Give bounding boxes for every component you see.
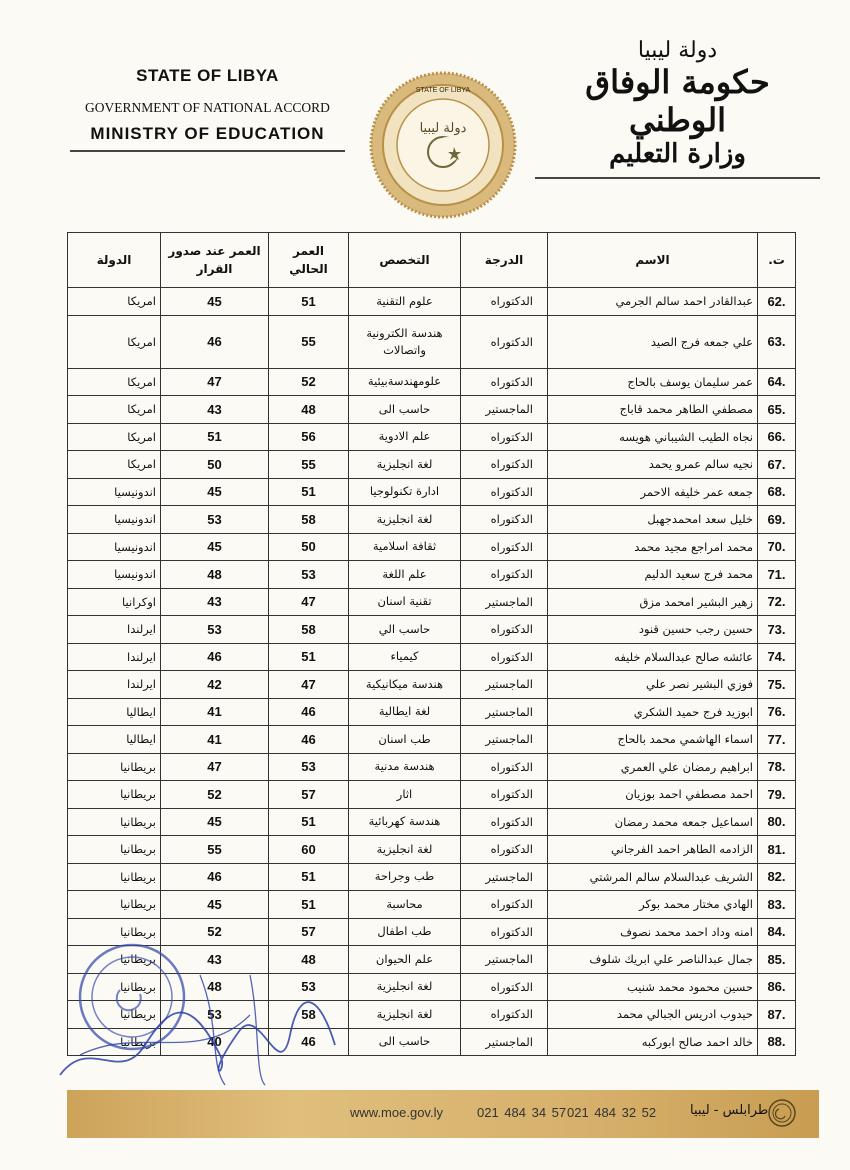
student-name: الزادمه الطاهر احمد الفرجاني: [548, 836, 758, 864]
specialty-cell: علم اللغة: [349, 561, 461, 589]
specialty-cell: لغة ايطالية: [349, 698, 461, 726]
state-title-ar: دولة ليبيا: [637, 38, 718, 63]
col-header-age-at-decision: العمر عند صدور القرار: [161, 233, 269, 288]
age-at-decision-cell: 42: [161, 671, 269, 699]
student-name: امنه وداد احمد محمد نصوف: [548, 918, 758, 946]
degree-cell: الدكتوراه: [461, 643, 548, 671]
student-name: خليل سعد امحمدجهبل: [548, 506, 758, 534]
degree-cell: الدكتوراه: [461, 423, 548, 451]
student-name: عائشه صالح عبدالسلام خليفه: [548, 643, 758, 671]
government-title-ar: حكومة الوفاق الوطني: [585, 63, 770, 139]
table-header-row: [68, 233, 796, 288]
specialty-cell: هندسة الكترونية واتصالات: [349, 315, 461, 368]
row-number: 80.: [758, 808, 796, 836]
table-row: [68, 698, 796, 726]
table-row: [68, 368, 796, 396]
header-divider-left: [70, 150, 345, 152]
degree-cell: الدكتوراه: [461, 478, 548, 506]
current-age-cell: 47: [269, 671, 349, 699]
student-name: عمر سليمان يوسف بالحاج: [548, 368, 758, 396]
country-cell: بريطانيا: [68, 836, 161, 864]
degree-cell: الدكتوراه: [461, 533, 548, 561]
row-number: 70.: [758, 533, 796, 561]
specialty-cell: لغة انجليزية: [349, 1001, 461, 1029]
age-at-decision-cell: 47: [161, 753, 269, 781]
col-header-name: الاسم: [548, 233, 758, 288]
degree-cell: الدكتوراه: [461, 753, 548, 781]
student-name: خالد احمد صالح ابوركبه: [548, 1028, 758, 1056]
table-row: [68, 753, 796, 781]
specialty-cell: هندسة ميكانيكية: [349, 671, 461, 699]
age-at-decision-cell: 40: [161, 1028, 269, 1056]
age-at-decision-cell: 45: [161, 288, 269, 316]
student-name: محمد فرج سعيد الدليم: [548, 561, 758, 589]
table-row: [68, 423, 796, 451]
age-at-decision-cell: 48: [161, 561, 269, 589]
country-cell: ايرلندا: [68, 616, 161, 644]
country-cell: بريطانيا: [68, 863, 161, 891]
table-row: [68, 315, 796, 368]
footer-website: www.moe.gov.ly: [350, 1105, 443, 1120]
row-number: 77.: [758, 726, 796, 754]
table-row: [68, 808, 796, 836]
table-row: [68, 506, 796, 534]
student-name: حسين محمود محمد شنيب: [548, 973, 758, 1001]
country-cell: اوكرانيا: [68, 588, 161, 616]
age-at-decision-cell: 46: [161, 643, 269, 671]
row-number: 69.: [758, 506, 796, 534]
row-number: 88.: [758, 1028, 796, 1056]
student-name: مصطفي الطاهر محمد قاباج: [548, 396, 758, 424]
ministry-seal: [368, 70, 518, 220]
age-at-decision-cell: 53: [161, 616, 269, 644]
current-age-cell: 46: [269, 698, 349, 726]
country-cell: امريكا: [68, 315, 161, 368]
country-cell: ايرلندا: [68, 643, 161, 671]
specialty-cell: علومهندسةبيئية: [349, 368, 461, 396]
current-age-cell: 48: [269, 946, 349, 974]
country-cell: امريكا: [68, 288, 161, 316]
age-at-decision-cell: 41: [161, 726, 269, 754]
degree-cell: الماجستير: [461, 726, 548, 754]
table-row: [68, 561, 796, 589]
degree-cell: الدكتوراه: [461, 808, 548, 836]
table-row: [68, 836, 796, 864]
age-at-decision-cell: 45: [161, 891, 269, 919]
country-cell: امريكا: [68, 396, 161, 424]
ministry-title-en: MINISTRY OF EDUCATION: [90, 124, 325, 143]
student-name: ابوزيد فرج حميد الشكري: [548, 698, 758, 726]
table-row: [68, 288, 796, 316]
student-name: نجيه سالم عمرو يحمد: [548, 451, 758, 479]
country-cell: اندونيسيا: [68, 533, 161, 561]
specialty-cell: هندسة مدنية: [349, 753, 461, 781]
specialty-cell: طب اسنان: [349, 726, 461, 754]
specialty-cell: طب وجراحة: [349, 863, 461, 891]
degree-cell: الدكتوراه: [461, 973, 548, 1001]
seal-en-text: STATE OF LIBYA: [415, 87, 471, 94]
current-age-cell: 51: [269, 288, 349, 316]
government-title-en: GOVERNMENT OF NATIONAL ACCORD: [85, 100, 330, 115]
row-number: 83.: [758, 891, 796, 919]
table-row: [68, 946, 796, 974]
country-cell: بريطانيا: [68, 1001, 161, 1029]
student-name: الهادي مختار محمد بوكر: [548, 891, 758, 919]
current-age-cell: 57: [269, 781, 349, 809]
row-number: 66.: [758, 423, 796, 451]
specialty-cell: علم الادوية: [349, 423, 461, 451]
degree-cell: الماجستير: [461, 588, 548, 616]
current-age-cell: 52: [269, 368, 349, 396]
age-at-decision-cell: 51: [161, 423, 269, 451]
student-name: احمد مصطفي احمد بوزيان: [548, 781, 758, 809]
col-header-degree: الدرجة: [461, 233, 548, 288]
table-row: [68, 1028, 796, 1056]
row-number: 73.: [758, 616, 796, 644]
specialty-cell: لغة انجليزية: [349, 506, 461, 534]
current-age-cell: 57: [269, 918, 349, 946]
row-number: 85.: [758, 946, 796, 974]
specialty-cell: هندسة كهربائية: [349, 808, 461, 836]
footer-bar: [67, 1090, 819, 1138]
degree-cell: الدكتوراه: [461, 561, 548, 589]
age-at-decision-cell: 55: [161, 836, 269, 864]
row-number: 68.: [758, 478, 796, 506]
degree-cell: الدكتوراه: [461, 781, 548, 809]
current-age-cell: 51: [269, 891, 349, 919]
specialty-cell: طب اطفال: [349, 918, 461, 946]
age-at-decision-cell: 46: [161, 315, 269, 368]
age-at-decision-cell: 43: [161, 946, 269, 974]
table-row: [68, 643, 796, 671]
age-at-decision-cell: 47: [161, 368, 269, 396]
age-at-decision-cell: 52: [161, 918, 269, 946]
row-number: 71.: [758, 561, 796, 589]
degree-cell: الماجستير: [461, 863, 548, 891]
current-age-cell: 46: [269, 1028, 349, 1056]
degree-cell: الماجستير: [461, 698, 548, 726]
row-number: 87.: [758, 1001, 796, 1029]
current-age-cell: 50: [269, 533, 349, 561]
current-age-cell: 53: [269, 973, 349, 1001]
degree-cell: الدكتوراه: [461, 451, 548, 479]
current-age-cell: 58: [269, 1001, 349, 1029]
student-name: زهير البشير امحمد مزق: [548, 588, 758, 616]
ministry-title-ar: وزارة التعليم: [609, 139, 746, 169]
student-name: جمعه عمر خليفه الاحمر: [548, 478, 758, 506]
header-divider-right: [535, 177, 820, 179]
current-age-cell: 55: [269, 315, 349, 368]
row-number: 81.: [758, 836, 796, 864]
row-number: 67.: [758, 451, 796, 479]
country-cell: بريطانيا: [68, 781, 161, 809]
student-name: ابراهيم رمضان علي العمري: [548, 753, 758, 781]
country-cell: ايطاليا: [68, 698, 161, 726]
table-row: [68, 891, 796, 919]
current-age-cell: 58: [269, 616, 349, 644]
degree-cell: الماجستير: [461, 1028, 548, 1056]
table-row: [68, 973, 796, 1001]
row-number: 65.: [758, 396, 796, 424]
specialty-cell: حاسب الي: [349, 616, 461, 644]
header-english: [70, 66, 345, 152]
degree-cell: الدكتوراه: [461, 891, 548, 919]
footer-phone-2: 021 484 32 52: [567, 1105, 657, 1120]
country-cell: بريطانيا: [68, 808, 161, 836]
current-age-cell: 47: [269, 588, 349, 616]
country-cell: اندونيسيا: [68, 506, 161, 534]
country-cell: بريطانيا: [68, 973, 161, 1001]
specialty-cell: ثقافة اسلامية: [349, 533, 461, 561]
country-cell: بريطانيا: [68, 753, 161, 781]
degree-cell: الدكتوراه: [461, 836, 548, 864]
age-at-decision-cell: 43: [161, 396, 269, 424]
row-number: 79.: [758, 781, 796, 809]
specialty-cell: لغة انجليزية: [349, 973, 461, 1001]
age-at-decision-cell: 45: [161, 478, 269, 506]
current-age-cell: 46: [269, 726, 349, 754]
country-cell: ايرلندا: [68, 671, 161, 699]
table-row: [68, 781, 796, 809]
row-number: 86.: [758, 973, 796, 1001]
table-row: [68, 1001, 796, 1029]
current-age-cell: 53: [269, 753, 349, 781]
current-age-cell: 58: [269, 506, 349, 534]
header-arabic: [535, 38, 820, 179]
country-cell: امريكا: [68, 368, 161, 396]
footer-city: طرابلس - ليبيا: [690, 1103, 769, 1118]
specialty-cell: لغة انجليزية: [349, 451, 461, 479]
specialty-cell: كيمياء: [349, 643, 461, 671]
degree-cell: الدكتوراه: [461, 315, 548, 368]
specialty-cell: حاسب الى: [349, 396, 461, 424]
student-name: اسماء الهاشمي محمد بالحاج: [548, 726, 758, 754]
student-name: حسين رجب حسين قنود: [548, 616, 758, 644]
scholarship-table: [67, 232, 796, 1056]
table-row: [68, 588, 796, 616]
student-name: اسماعيل جمعه محمد رمضان: [548, 808, 758, 836]
age-at-decision-cell: 52: [161, 781, 269, 809]
age-at-decision-cell: 53: [161, 506, 269, 534]
country-cell: امريكا: [68, 423, 161, 451]
country-cell: بريطانيا: [68, 918, 161, 946]
table-row: [68, 396, 796, 424]
degree-cell: الماجستير: [461, 671, 548, 699]
row-number: 75.: [758, 671, 796, 699]
current-age-cell: 51: [269, 643, 349, 671]
table-row: [68, 918, 796, 946]
age-at-decision-cell: 53: [161, 1001, 269, 1029]
student-name: نجاه الطيب الشيباني هويسه: [548, 423, 758, 451]
country-cell: بريطانيا: [68, 891, 161, 919]
current-age-cell: 60: [269, 836, 349, 864]
row-number: 76.: [758, 698, 796, 726]
table-row: [68, 863, 796, 891]
country-cell: امريكا: [68, 451, 161, 479]
country-cell: اندونيسيا: [68, 478, 161, 506]
student-name: محمد امراجع مجيد محمد: [548, 533, 758, 561]
row-number: 63.: [758, 315, 796, 368]
col-header-country: الدولة: [68, 233, 161, 288]
degree-cell: الدكتوراه: [461, 918, 548, 946]
current-age-cell: 48: [269, 396, 349, 424]
row-number: 78.: [758, 753, 796, 781]
state-title-en: STATE OF LIBYA: [136, 66, 279, 85]
student-name: الشريف عبدالسلام سالم المرشتي: [548, 863, 758, 891]
current-age-cell: 51: [269, 478, 349, 506]
student-name: جمال عبدالناصر علي ابريك شلوف: [548, 946, 758, 974]
degree-cell: الماجستير: [461, 946, 548, 974]
country-cell: بريطانيا: [68, 946, 161, 974]
degree-cell: الدكتوراه: [461, 506, 548, 534]
footer-phone-1: 021 484 34 57: [477, 1105, 567, 1120]
specialty-cell: تقنية اسنان: [349, 588, 461, 616]
age-at-decision-cell: 41: [161, 698, 269, 726]
degree-cell: الدكتوراه: [461, 368, 548, 396]
row-number: 84.: [758, 918, 796, 946]
table-row: [68, 533, 796, 561]
current-age-cell: 53: [269, 561, 349, 589]
table-row: [68, 726, 796, 754]
degree-cell: الماجستير: [461, 396, 548, 424]
col-header-num: ت.: [758, 233, 796, 288]
specialty-cell: اثار: [349, 781, 461, 809]
table-row: [68, 478, 796, 506]
specialty-cell: حاسب الى: [349, 1028, 461, 1056]
specialty-cell: علم الحيوان: [349, 946, 461, 974]
col-header-age: العمر الحالي: [269, 233, 349, 288]
col-header-specialty: التخصص: [349, 233, 461, 288]
age-at-decision-cell: 45: [161, 533, 269, 561]
current-age-cell: 51: [269, 863, 349, 891]
emblem-icon: [767, 1098, 797, 1128]
specialty-cell: لغة انجليزية: [349, 836, 461, 864]
current-age-cell: 51: [269, 808, 349, 836]
table-row: [68, 451, 796, 479]
specialty-cell: علوم التقنية: [349, 288, 461, 316]
seal-ar-text: دولة ليبيا: [419, 121, 467, 136]
specialty-cell: محاسبة: [349, 891, 461, 919]
country-cell: اندونيسيا: [68, 561, 161, 589]
student-name: علي جمعه فرج الصيد: [548, 315, 758, 368]
current-age-cell: 55: [269, 451, 349, 479]
country-cell: بريطانيا: [68, 1028, 161, 1056]
row-number: 82.: [758, 863, 796, 891]
age-at-decision-cell: 45: [161, 808, 269, 836]
age-at-decision-cell: 46: [161, 863, 269, 891]
scholarship-table-wrap: [67, 232, 796, 1056]
degree-cell: الدكتوراه: [461, 1001, 548, 1029]
age-at-decision-cell: 50: [161, 451, 269, 479]
degree-cell: الدكتوراه: [461, 616, 548, 644]
specialty-cell: ادارة تكنولوجيا: [349, 478, 461, 506]
country-cell: ايطاليا: [68, 726, 161, 754]
current-age-cell: 56: [269, 423, 349, 451]
student-name: فوزي البشير نصر علي: [548, 671, 758, 699]
row-number: 62.: [758, 288, 796, 316]
row-number: 74.: [758, 643, 796, 671]
table-row: [68, 616, 796, 644]
age-at-decision-cell: 43: [161, 588, 269, 616]
table-row: [68, 671, 796, 699]
age-at-decision-cell: 48: [161, 973, 269, 1001]
student-name: حيدوب ادريس الجبالي محمد: [548, 1001, 758, 1029]
row-number: 64.: [758, 368, 796, 396]
row-number: 72.: [758, 588, 796, 616]
degree-cell: الدكتوراه: [461, 288, 548, 316]
student-name: عبدالقادر احمد سالم الجرمي: [548, 288, 758, 316]
